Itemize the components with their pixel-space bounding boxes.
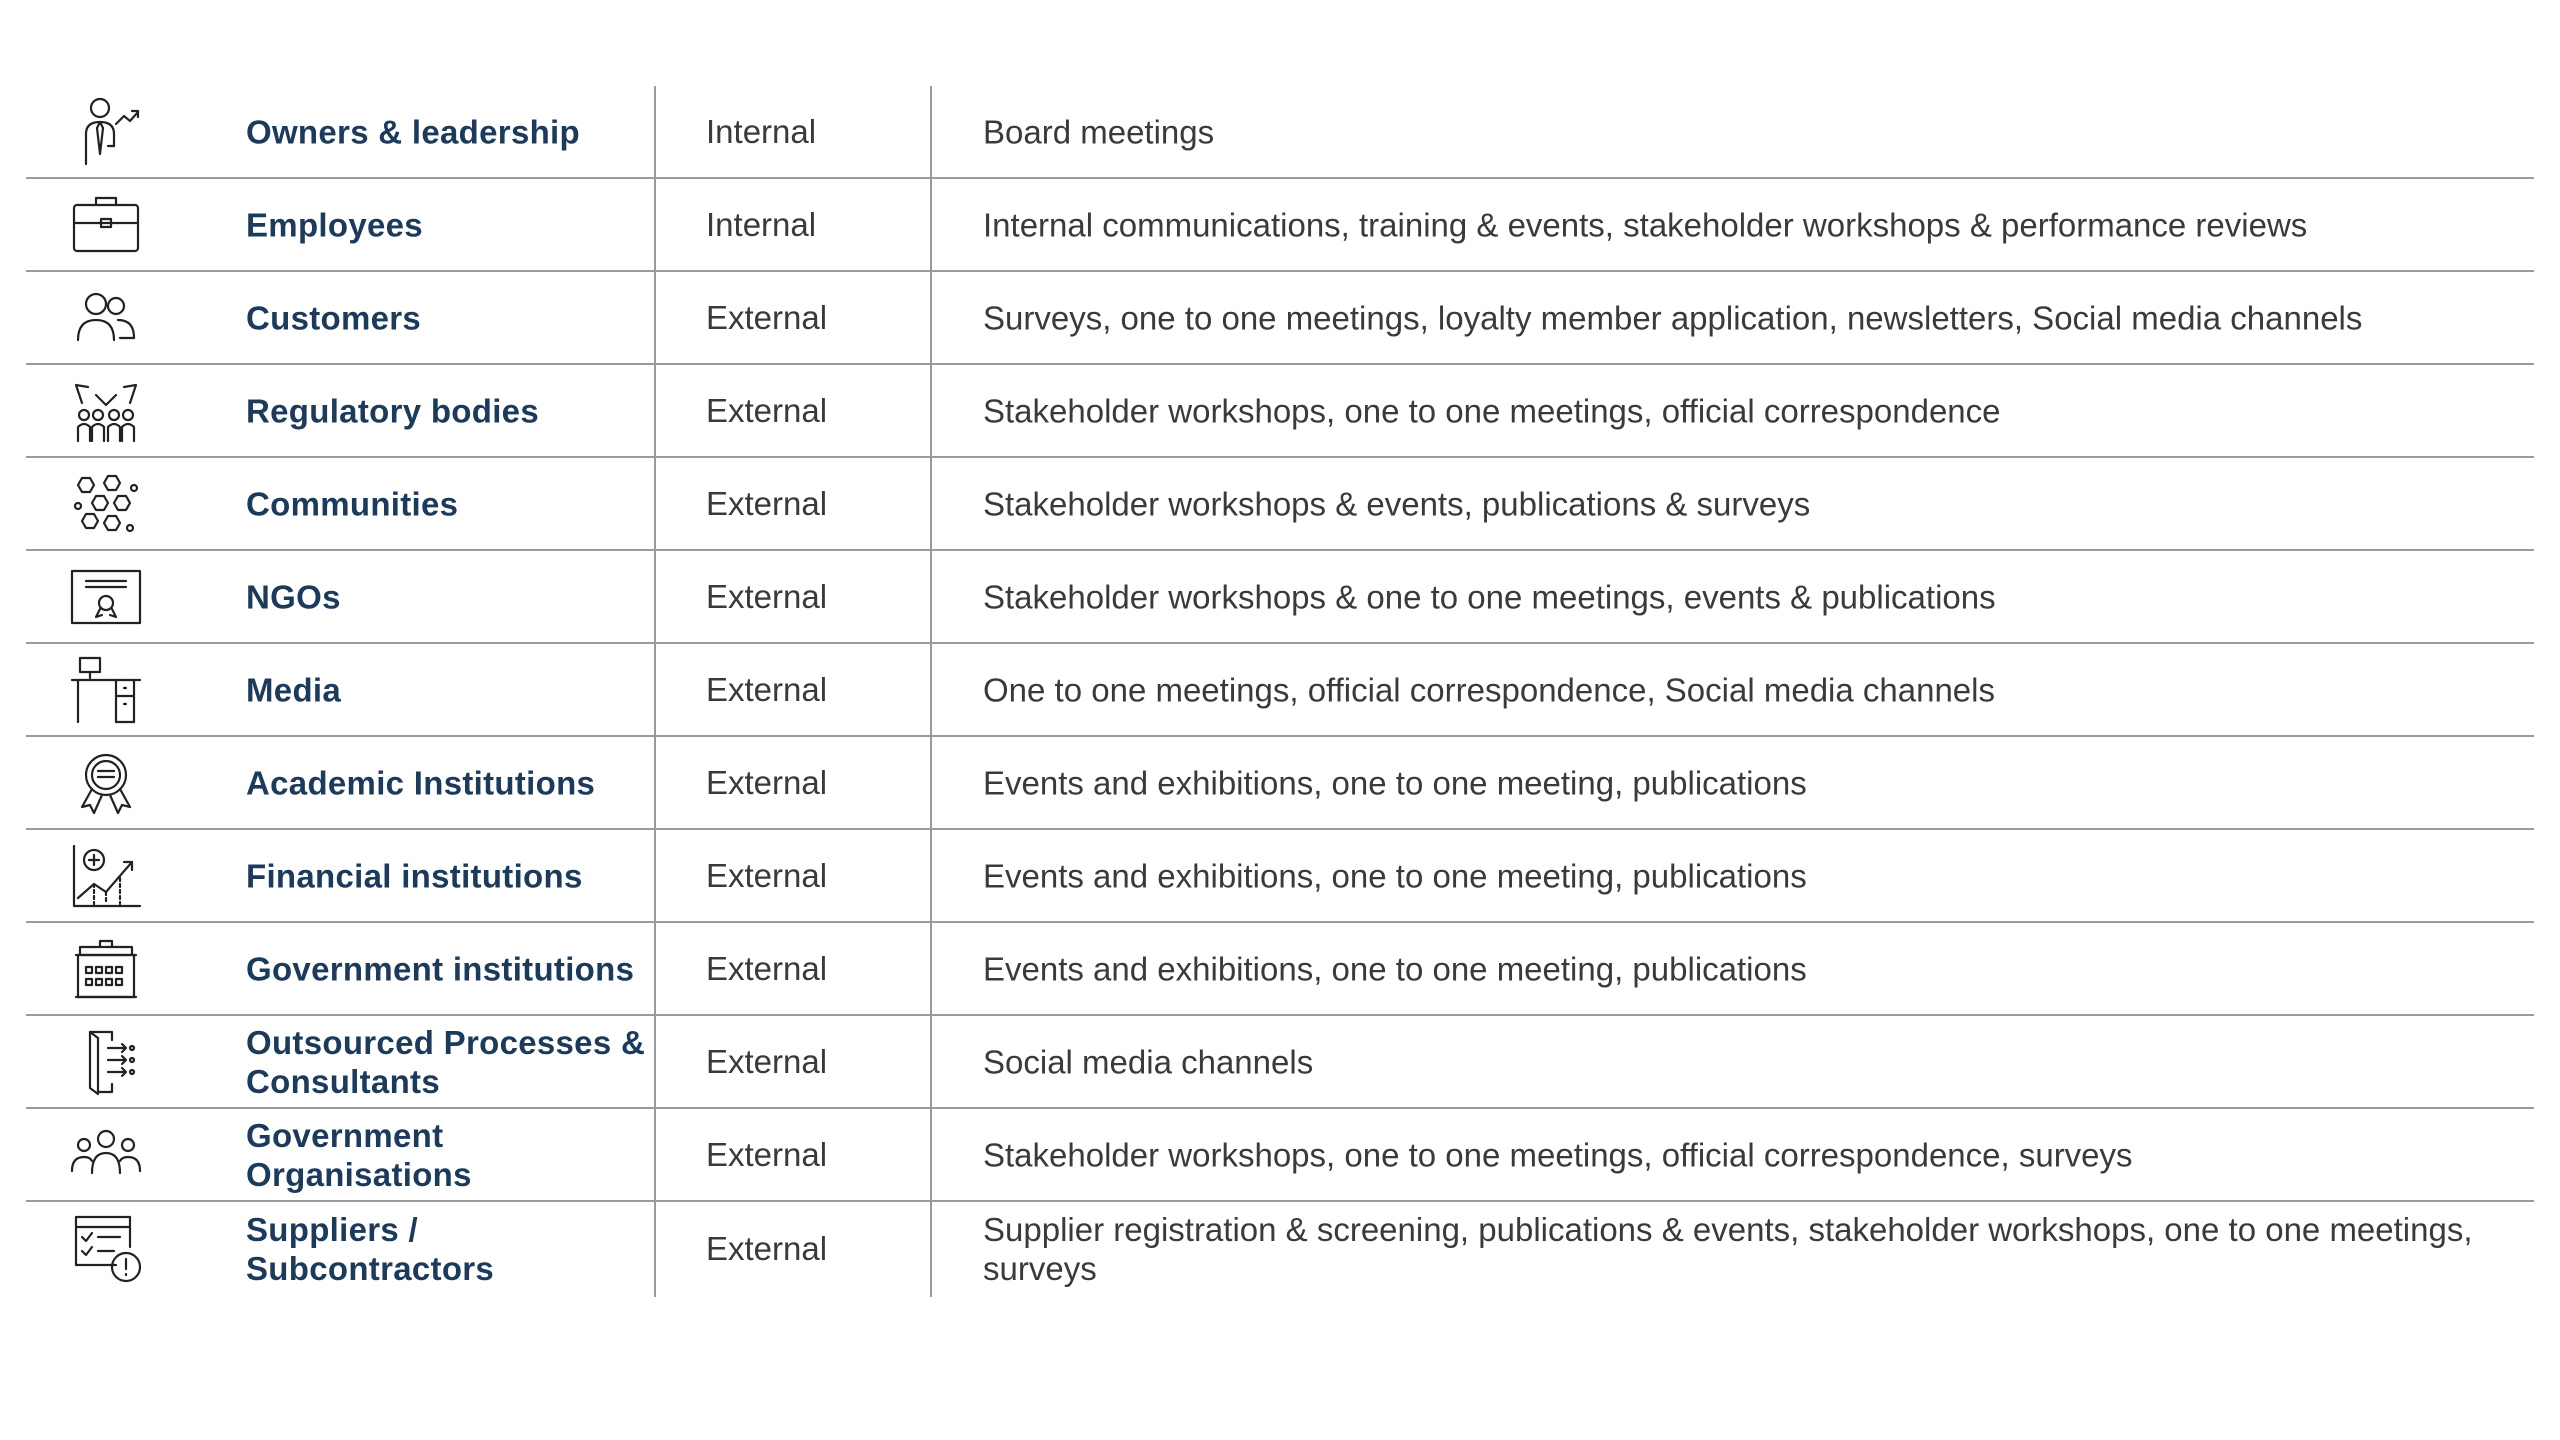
stakeholder-name: Outsourced Processes & Consultants xyxy=(246,1023,646,1100)
award-ribbon-icon xyxy=(66,745,146,821)
column-divider xyxy=(654,551,656,644)
stakeholder-name: Government institutions xyxy=(246,950,635,987)
column-divider xyxy=(654,272,656,365)
stakeholder-type: External xyxy=(706,484,828,522)
stakeholder-type: External xyxy=(706,856,828,894)
certificate-icon xyxy=(66,559,146,635)
engagement-method: Events and exhibitions, one to one meeting, publications xyxy=(983,764,1807,801)
table-row xyxy=(26,551,2534,644)
column-divider xyxy=(654,1016,656,1109)
people-group-icon xyxy=(66,1117,146,1193)
table-row xyxy=(26,86,2534,179)
column-divider xyxy=(654,365,656,458)
stakeholder-name: Regulatory bodies xyxy=(246,392,539,429)
stakeholder-type: External xyxy=(706,577,828,615)
finance-chart-icon xyxy=(66,838,146,914)
column-divider xyxy=(930,365,932,458)
stakeholder-name: Suppliers / Subcontractors xyxy=(246,1210,495,1287)
engagement-method: Stakeholder workshops, one to one meetings, official correspondence, surveys xyxy=(983,1136,2133,1173)
stakeholder-name: Academic Institutions xyxy=(246,764,596,801)
column-divider xyxy=(654,458,656,551)
people-pair-icon xyxy=(66,280,146,356)
column-divider xyxy=(930,86,932,179)
column-divider xyxy=(654,644,656,737)
engagement-method: Surveys, one to one meetings, loyalty member application, newsletters, Social media channels xyxy=(983,299,2363,336)
stakeholder-type: Internal xyxy=(706,112,817,150)
stakeholder-name: Customers xyxy=(246,299,422,336)
column-divider xyxy=(930,551,932,644)
engagement-method: Stakeholder workshops & one to one meetings, events & publications xyxy=(983,578,1996,615)
stakeholder-type: External xyxy=(706,1229,828,1267)
stakeholder-type: External xyxy=(706,391,828,429)
column-divider xyxy=(654,737,656,830)
stakeholder-table xyxy=(26,86,2534,1295)
engagement-method: Stakeholder workshops & events, publications & surveys xyxy=(983,485,1811,522)
column-divider xyxy=(930,737,932,830)
table-row xyxy=(26,1016,2534,1109)
table-row xyxy=(26,830,2534,923)
engagement-method: Board meetings xyxy=(983,113,1215,150)
column-divider xyxy=(930,179,932,272)
stakeholder-type: External xyxy=(706,298,828,336)
column-divider xyxy=(930,458,932,551)
group-flags-icon xyxy=(66,373,146,449)
column-divider xyxy=(930,923,932,1016)
column-divider xyxy=(654,830,656,923)
table-row xyxy=(26,1109,2534,1202)
engagement-method: Events and exhibitions, one to one meeting, publications xyxy=(983,857,1807,894)
outsourcing-door-icon xyxy=(66,1024,146,1100)
stakeholder-type: External xyxy=(706,763,828,801)
table-row xyxy=(26,272,2534,365)
column-divider xyxy=(654,179,656,272)
table-row xyxy=(26,365,2534,458)
column-divider xyxy=(654,1202,656,1297)
stakeholder-name: Communities xyxy=(246,485,459,522)
stakeholder-type: Internal xyxy=(706,205,817,243)
column-divider xyxy=(930,1109,932,1202)
column-divider xyxy=(654,923,656,1016)
table-row xyxy=(26,923,2534,1016)
stakeholder-name: Government Organisations xyxy=(246,1116,472,1193)
stakeholder-type: External xyxy=(706,1042,828,1080)
engagement-method: Events and exhibitions, one to one meeting, publications xyxy=(983,950,1807,987)
column-divider xyxy=(930,644,932,737)
stakeholder-type: External xyxy=(706,1135,828,1173)
checklist-alert-icon xyxy=(66,1211,146,1287)
table-row xyxy=(26,458,2534,551)
column-divider xyxy=(654,1109,656,1202)
table-row xyxy=(26,737,2534,830)
leader-growth-icon xyxy=(66,94,146,170)
engagement-method: One to one meetings, official correspondence, Social media channels xyxy=(983,671,1995,708)
column-divider xyxy=(930,830,932,923)
engagement-method: Stakeholder workshops, one to one meetings, official correspondence xyxy=(983,392,2001,429)
engagement-method: Supplier registration & screening, publications & events, stakeholder workshops, one to one meetings, surveys xyxy=(983,1210,2473,1287)
column-divider xyxy=(930,1202,932,1297)
column-divider xyxy=(930,272,932,365)
stakeholder-name: Financial institutions xyxy=(246,857,583,894)
engagement-method: Social media channels xyxy=(983,1043,1314,1080)
table-row xyxy=(26,179,2534,272)
column-divider xyxy=(654,86,656,179)
table-row xyxy=(26,644,2534,737)
stakeholder-name: NGOs xyxy=(246,578,341,615)
desk-computer-icon xyxy=(66,652,146,728)
briefcase-icon xyxy=(66,187,146,263)
table-row xyxy=(26,1202,2534,1295)
hexagon-network-icon xyxy=(66,466,146,542)
engagement-method: Internal communications, training & events, stakeholder workshops & performance reviews xyxy=(983,206,2308,243)
stakeholder-type: External xyxy=(706,949,828,987)
stakeholder-name: Employees xyxy=(246,206,423,243)
stakeholder-type: External xyxy=(706,670,828,708)
stakeholder-name: Owners & leadership xyxy=(246,113,580,150)
column-divider xyxy=(930,1016,932,1109)
government-building-icon xyxy=(66,931,146,1007)
stakeholder-name: Media xyxy=(246,671,342,708)
